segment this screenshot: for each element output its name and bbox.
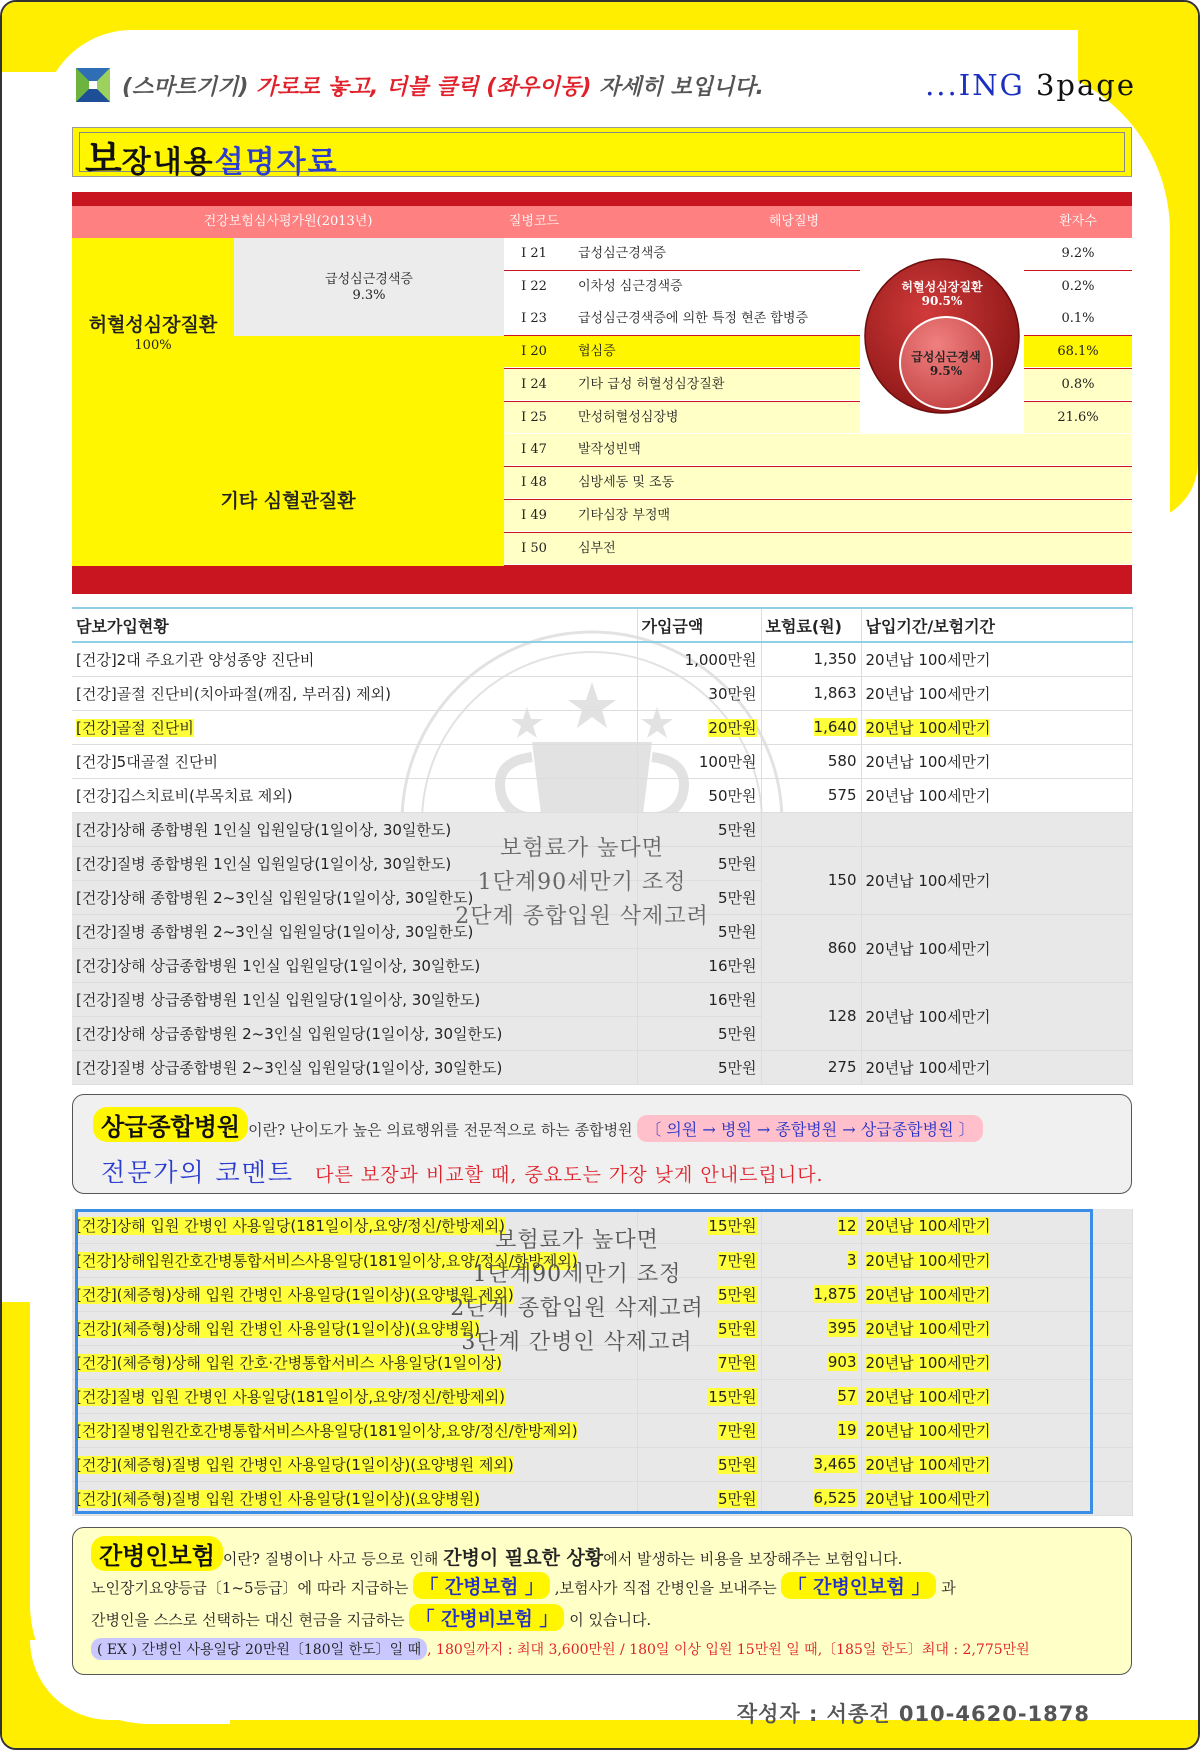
pill-caregiver-insurance: 「 간병인보험 」 xyxy=(781,1572,936,1599)
disease-code: I 24 xyxy=(504,369,564,401)
period-cell: 20년납 100세만기 xyxy=(861,1209,1132,1243)
period-cell: 20년납 100세만기 xyxy=(861,914,1132,982)
top-notice xyxy=(76,66,1136,106)
caregiver-insurance-info: 간병인보험 이란? 질병이나 사고 등으로 인해 간병이 필요한 상황에서 발생하는 비용을 보장해주는 보험입니다. 노인장기요양등급〔1~5등급〕에 따라 지급하는 「 간병보험 」 ,보험사가 직접 간병인을 보내주는 「 간병인보험 」 과 간병인을 스스로 선택하는 대신 현금을 지급하는 「 간병비보험 」 이 있습니다. ( EX ) 간병인 사용일당 20만원〔180일 한도〕일 때 , 180일까지 : 최대 3,600만원 / 180일 이상 입원 15만원 일 때,〔185일 한도〕최대 : 2,775만원 xyxy=(72,1527,1132,1675)
table-row xyxy=(72,744,1132,778)
premium-cell: 1,640 xyxy=(761,710,861,744)
period-cell: 20년납 100세만기 xyxy=(861,1311,1132,1345)
disease-name: 기타심장 부정맥 xyxy=(564,500,1024,532)
coverage-name: [건강]상해 상급종합병원 2~3인실 입원일당(1일이상, 30일한도) xyxy=(72,1016,637,1050)
amount-cell: 100만원 xyxy=(637,744,761,778)
premium-cell: 12 xyxy=(761,1209,861,1243)
pill-nursing-insurance: 「 간병보험 」 xyxy=(413,1572,550,1599)
amount-cell: 5만원 xyxy=(637,1481,761,1515)
patient-ratio: 9.2% xyxy=(1024,238,1132,270)
group-other-cardio: 기타 심혈관질환 xyxy=(72,434,504,566)
coverage-name: [건강](체증형)상해 입원 간호·간병통합서비스 사용일당(1일이상) xyxy=(72,1345,637,1379)
subgroup-ami: 급성심근경색증 9.3% xyxy=(234,238,504,336)
disease-code: I 21 xyxy=(504,238,564,270)
table-row xyxy=(72,778,1132,812)
amount-cell: 15만원 xyxy=(637,1209,761,1243)
disease-name: 협심증 xyxy=(564,336,860,368)
period-cell: 20년납 100세만기 xyxy=(861,1413,1132,1447)
amount-cell: 5만원 xyxy=(637,846,761,880)
coverage-name: [건강]깁스치료비(부목치료 제외) xyxy=(72,778,637,812)
patient-ratio: 0.1% xyxy=(1024,303,1132,335)
premium-cell: 575 xyxy=(761,778,861,812)
col-premium: 보험료(원) xyxy=(761,608,861,642)
disease-code: I 47 xyxy=(504,434,564,466)
disease-name: 발작성빈맥 xyxy=(564,434,1024,466)
amount-cell: 5만원 xyxy=(637,1016,761,1050)
disease-code: I 50 xyxy=(504,533,564,565)
premium-cell: 903 xyxy=(761,1345,861,1379)
amount-cell: 5만원 xyxy=(637,1050,761,1084)
coverage-name: [건강](체증형)질병 입원 간병인 사용일당(1일이상)(요양병원) xyxy=(72,1481,637,1515)
page-indicator: ...ING 3page xyxy=(925,68,1136,102)
table-row xyxy=(72,710,1132,744)
amount-cell: 50만원 xyxy=(637,778,761,812)
example-label: ( EX ) 간병인 사용일당 20만원〔180일 한도〕일 때 xyxy=(91,1638,427,1660)
amount-cell: 5만원 xyxy=(637,1277,761,1311)
premium-cell: 1,863 xyxy=(761,676,861,710)
period-cell: 20년납 100세만기 xyxy=(861,1345,1132,1379)
expert-comment-label: 전문가의 코멘트 xyxy=(101,1158,294,1187)
notice-text: (스마트기기) 가로로 놓고, 더블 클릭 (좌우이동) 자세히 보입니다. xyxy=(122,75,764,100)
col-coverage: 담보가입현황 xyxy=(72,608,637,642)
premium-cell: 580 xyxy=(761,744,861,778)
period-cell: 20년납 100세만기 xyxy=(861,1447,1132,1481)
amount-cell: 5만원 xyxy=(637,914,761,948)
ratio-diagram: 허혈성심장질환 90.5% 급성심근경색 9.5% xyxy=(860,238,1024,434)
period-cell: 20년납 100세만기 xyxy=(861,1379,1132,1413)
premium-cell: 1,350 xyxy=(761,642,861,676)
amount-cell: 16만원 xyxy=(637,948,761,982)
coverage-name: [건강](체증형)상해 입원 간병인 사용일당(1일이상)(요양병원) xyxy=(72,1311,637,1345)
coverage-name: [건강]상해 상급종합병원 1인실 입원일당(1일이상, 30일한도) xyxy=(72,948,637,982)
premium-cell: 3 xyxy=(761,1243,861,1277)
period-cell: 20년납 100세만기 xyxy=(861,846,1132,914)
table-row xyxy=(72,642,1132,676)
coverage-name: [건강]상해입원간호간병통합서비스사용일당(181일이상,요양/정신/한방제외) xyxy=(72,1243,637,1277)
coverage-name: [건강]질병입원간호간병통합서비스사용일당(181일이상,요양/정신/한방제외) xyxy=(72,1413,637,1447)
author-contact: 작성자 : 서종건 010-4620-1878 xyxy=(736,1702,1090,1726)
amount-cell: 5만원 xyxy=(637,1447,761,1481)
period-cell: 20년납 100세만기 xyxy=(861,1243,1132,1277)
amount-cell: 7만원 xyxy=(637,1243,761,1277)
tertiary-hospital-info: 상급종합병원 이란? 난이도가 높은 의료행위를 전문적으로 하는 종합병원 〔 의원 → 병원 → 종합병원 → 상급종합병원 〕 전문가의 코멘트 다른 보장과 비교할 때, 중요도는 가장 낮게 안내드립니다. xyxy=(72,1094,1132,1194)
pill-caregiver-cost-insurance: 「 간병비보험 」 xyxy=(409,1604,564,1631)
patient-ratio: 68.1% xyxy=(1024,336,1132,368)
coverage-name: [건강]골절 진단비(치아파절(깨짐, 부러짐) 제외) xyxy=(72,676,637,710)
coverage-name: [건강](체증형)상해 입원 간병인 사용일당(1일이상)(요양병원 제외) xyxy=(72,1277,637,1311)
disease-name: 급성심근경색증에 의한 특정 현존 합병증 xyxy=(564,303,860,335)
term-tertiary-hospital: 상급종합병원 xyxy=(93,1107,248,1142)
amount-cell: 15만원 xyxy=(637,1379,761,1413)
col-period: 납입기간/보험기간 xyxy=(861,608,1132,642)
amount-cell: 1,000만원 xyxy=(637,642,761,676)
title-bar xyxy=(72,127,1132,181)
period-cell: 20년납 100세만기 xyxy=(861,676,1132,710)
table-row xyxy=(72,982,1132,1016)
disease-name: 기타 급성 허혈성심장질환 xyxy=(564,369,860,401)
coverage-name: [건강]5대골절 진단비 xyxy=(72,744,637,778)
disease-name: 만성허혈성심장병 xyxy=(564,402,860,434)
period-cell: 20년납 100세만기 xyxy=(861,1277,1132,1311)
amount-cell: 5만원 xyxy=(637,1311,761,1345)
patient-ratio: 21.6% xyxy=(1024,402,1132,434)
premium-cell: 6,525 xyxy=(761,1481,861,1515)
hospital-chain: 〔 의원 → 병원 → 종합병원 → 상급종합병원 〕 xyxy=(637,1115,982,1142)
premium-cell: 19 xyxy=(761,1413,861,1447)
amount-cell: 5만원 xyxy=(637,812,761,846)
patient-ratio: 0.8% xyxy=(1024,369,1132,401)
period-cell: 20년납 100세만기 xyxy=(861,1050,1132,1084)
premium-cell: 128 xyxy=(761,982,861,1050)
disease-code: I 49 xyxy=(504,500,564,532)
coverage-name: [건강]상해 입원 간병인 사용일당(181일이상,요양/정신/한방제외) xyxy=(72,1209,637,1243)
table-row xyxy=(72,676,1132,710)
header-disease: 해당질병 xyxy=(564,206,1024,238)
disease-code: I 48 xyxy=(504,467,564,499)
coverage-name: [건강]질병 입원 간병인 사용일당(181일이상,요양/정신/한방제외) xyxy=(72,1379,637,1413)
coverage-name: [건강]질병 상급종합병원 2~3인실 입원일당(1일이상, 30일한도) xyxy=(72,1050,637,1084)
col-amount: 가입금액 xyxy=(637,608,761,642)
premium-cell: 57 xyxy=(761,1379,861,1413)
header-patients: 환자수 xyxy=(1024,206,1132,238)
coverage-advice-overlay: 보험료가 높다면 1단계90세만기 조정 2단계 종합입원 삭제고려 xyxy=(455,836,709,929)
header-code: 질병코드 xyxy=(504,206,564,238)
premium-cell: 3,465 xyxy=(761,1447,861,1481)
premium-cell: 395 xyxy=(761,1311,861,1345)
disease-name: 급성심근경색증 xyxy=(564,238,860,270)
period-cell: 20년납 100세만기 xyxy=(861,982,1132,1050)
coverage-name: [건강]질병 상급종합병원 1인실 입원일당(1일이상, 30일한도) xyxy=(72,982,637,1016)
coverage-name: [건강]골절 진단비 xyxy=(72,710,637,744)
example-detail: , 180일까지 : 최대 3,600만원 / 180일 이상 입원 15만원 일 때,〔185일 한도〕최대 : 2,775만원 xyxy=(427,1642,1030,1658)
disease-name: 심부전 xyxy=(564,533,1024,565)
premium-cell: 1,875 xyxy=(761,1277,861,1311)
disease-code: I 23 xyxy=(504,303,564,335)
coverage-name: [건강]상해 종합병원 2~3인실 입원일당(1일이상, 30일한도) xyxy=(72,880,637,914)
premium-cell: 860 xyxy=(761,914,861,982)
coverage-name: [건강]상해 종합병원 1인실 입원일당(1일이상, 30일한도) xyxy=(72,812,637,846)
patient-ratio: 0.2% xyxy=(1024,271,1132,303)
page-title: 보장내용설명자료 xyxy=(85,136,339,181)
premium-cell: 275 xyxy=(761,1050,861,1084)
coverage-name: [건강](체증형)질병 입원 간병인 사용일당(1일이상)(요양병원 제외) xyxy=(72,1447,637,1481)
disease-code: I 22 xyxy=(504,271,564,303)
disease-code: I 25 xyxy=(504,402,564,434)
ratio-circles xyxy=(860,238,1024,434)
period-cell: 20년납 100세만기 xyxy=(861,778,1132,812)
disease-name: 이차성 심근경색증 xyxy=(564,271,860,303)
smart-device-icon xyxy=(76,68,110,102)
coverage-name: [건강]질병 종합병원 1인실 입원일당(1일이상, 30일한도) xyxy=(72,846,637,880)
group-ischemic: 허혈성심장질환 100% xyxy=(72,238,234,434)
table-row xyxy=(72,1050,1132,1084)
nursing-advice-overlay: 보험료가 높다면 1단계90세만기 조정 2단계 종합입원 삭제고려 3단계 간병인 삭제고려 xyxy=(450,1228,704,1355)
period-cell: 20년납 100세만기 xyxy=(861,642,1132,676)
disease-name: 심방세동 및 조동 xyxy=(564,467,1024,499)
header-source: 건강보험심사평가원(2013년) xyxy=(72,206,504,238)
amount-cell: 7만원 xyxy=(637,1413,761,1447)
amount-cell: 30만원 xyxy=(637,676,761,710)
expert-comment: 다른 보장과 비교할 때, 중요도는 가장 낮게 안내드립니다. xyxy=(315,1164,824,1186)
amount-cell: 16만원 xyxy=(637,982,761,1016)
coverage-name: [건강]2대 주요기관 양성종양 진단비 xyxy=(72,642,637,676)
term-caregiver-insurance: 간병인보험 xyxy=(91,1536,223,1571)
premium-cell: 150 xyxy=(761,846,861,914)
disease-code: I 20 xyxy=(504,336,564,368)
amount-cell: 20만원 xyxy=(637,710,761,744)
disease-table xyxy=(72,192,1132,594)
period-cell: 20년납 100세만기 xyxy=(861,710,1132,744)
period-cell: 20년납 100세만기 xyxy=(861,1481,1132,1515)
coverage-name: [건강]질병 종합병원 2~3인실 입원일당(1일이상, 30일한도) xyxy=(72,914,637,948)
amount-cell: 7만원 xyxy=(637,1345,761,1379)
amount-cell: 5만원 xyxy=(637,880,761,914)
period-cell: 20년납 100세만기 xyxy=(861,744,1132,778)
